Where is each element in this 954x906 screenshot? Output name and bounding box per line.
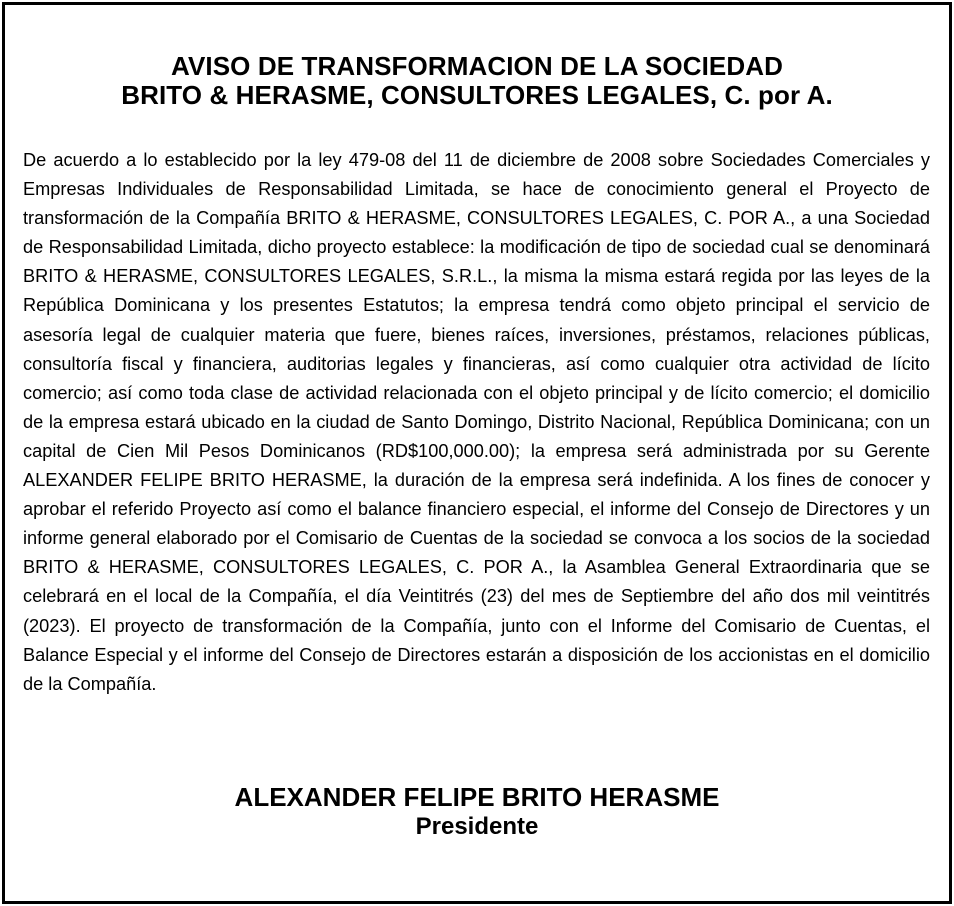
notice-frame — [2, 2, 952, 904]
notice-title — [5, 52, 949, 110]
signature-name: ALEXANDER FELIPE BRITO HERASME — [234, 782, 720, 812]
signature-block — [5, 782, 949, 842]
signature-role: Presidente — [415, 813, 539, 840]
title-line-2: BRITO & HERASME, CONSULTORES LEGALES, C. por A. — [121, 80, 833, 110]
notice-body: De acuerdo a lo establecido por la ley 479-08 del 11 de diciembre de 2008 sobre Sociedades Comerciales y Empresas Individuales de Responsabilidad Limitada, se hace de conocimiento general el Proyecto de transformación de la Compañía BRITO & HERASME, CONSULTORES LEGALES, C. POR A., a una Sociedad de Responsabilidad Limitada, dicho proyecto establece: la modificación de tipo de sociedad cual se denominará BRITO & HERASME, CONSULTORES LEGALES, S.R.L., la misma la misma estará regida por las leyes de la República Dominicana y los presentes Estatutos; la empresa tendrá como objeto principal el servicio de asesoría legal de cualquier materia que fuere, bienes raíces, inversiones, préstamos, relaciones públicas, consultoría fiscal y financiera, auditorias legales y financieras, así como cualquier otra actividad de lícito comercio; así como toda clase de actividad relacionada con el objeto principal y de lícito comercio; el domicilio de la empresa estará ubicado en la ciudad de Santo Domingo, Distrito Nacional, República Dominicana; con un capital de Cien Mil Pesos Dominicanos (RD$100,000.00); la empresa será administrada por su Gerente ALEXANDER FELIPE BRITO HERASME, la duración de la empresa será indefinida. A los fines de conocer y aprobar el referido Proyecto así como el balance financiero especial, el informe del Consejo de Directores y un informe general elaborado por el Comisario de Cuentas de la sociedad se convoca a los socios de la sociedad BRITO & HERASME, CONSULTORES LEGALES, C. POR A., la Asamblea General Extraordinaria que se celebrará en el local de la Compañía, el día Veintitrés (23) del mes de Septiembre del año dos mil veintitrés (2023). El proyecto de transformación de la Compañía, junto con el Informe del Comisario de Cuentas, el Balance Especial y el informe del Consejo de Directores estarán a disposición de los accionistas en el domicilio de la Compañía. — [23, 150, 930, 694]
title-line-1: AVISO DE TRANSFORMACION DE LA SOCIEDAD — [171, 51, 783, 81]
